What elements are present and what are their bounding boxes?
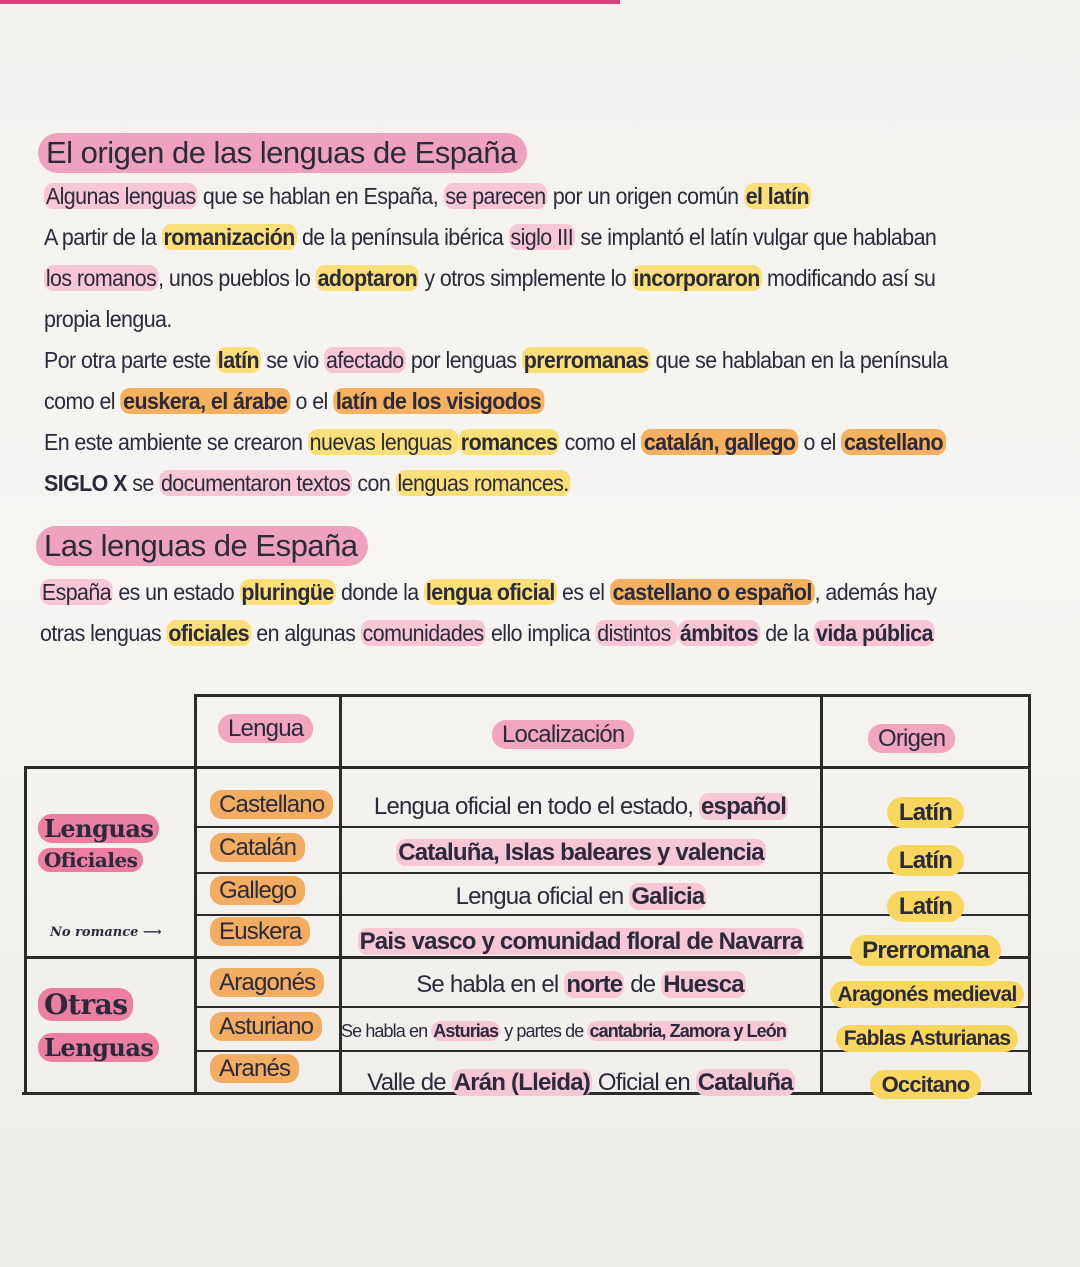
- text-line: [44, 258, 974, 299]
- highlight-pink: Pais vasco y comunidad floral de Navarra: [359, 928, 803, 955]
- text-run: de la: [759, 620, 815, 646]
- highlight-yellow: nuevas lenguas: [309, 429, 458, 455]
- origen-chip: Latín: [887, 891, 964, 922]
- cell-lengua: [210, 968, 324, 998]
- highlight-yellow: adoptaron: [317, 265, 418, 291]
- group-label-oficiales: [38, 814, 159, 875]
- table-border-top: [195, 694, 1030, 697]
- origen-chip: Occitano: [870, 1070, 982, 1099]
- text-run: propia lengua.: [44, 306, 172, 332]
- highlight-yellow: el latín: [745, 183, 809, 209]
- paragraph-lenguas: [40, 572, 970, 654]
- text-run: como el: [44, 388, 121, 414]
- text-run: de la península ibérica: [296, 224, 509, 250]
- text-run: es el: [556, 579, 610, 605]
- cell-lengua: [210, 833, 305, 863]
- text-run: en algunas: [250, 620, 361, 646]
- text-line: [44, 381, 974, 422]
- highlight-yellow: pluringüe: [241, 579, 334, 605]
- highlight-pink: Arán (Lleida): [453, 1069, 590, 1096]
- highlight-orange: latín de los visigodos: [333, 388, 544, 414]
- highlight-pink: Cataluña, Islas baleares y valencia: [398, 839, 764, 866]
- text-run: , además hay: [814, 579, 937, 605]
- highlight-pink: documentaron textos: [160, 470, 351, 496]
- text-run: por un origen común: [547, 183, 744, 209]
- paragraph-origen: [44, 176, 974, 504]
- text-line: [44, 463, 974, 504]
- cell-lengua: [210, 1054, 299, 1084]
- text-run: se vio: [260, 347, 325, 373]
- highlight-pink: Cataluña: [697, 1069, 793, 1096]
- text-run: que se hablaban en la península: [650, 347, 948, 373]
- cell-localizacion: [342, 792, 820, 822]
- highlight-pink: distintos: [597, 620, 677, 646]
- highlight-pink: Huesca: [663, 971, 744, 998]
- text-run: Se habla en el: [416, 971, 565, 998]
- text-run: Se habla en: [341, 1021, 432, 1041]
- highlight-orange: castellano o español: [610, 579, 815, 605]
- cell-lengua: [210, 917, 310, 947]
- highlight-pink: ámbitos: [679, 620, 758, 646]
- lengua-chip: Catalán: [210, 833, 305, 862]
- text-line: [44, 217, 974, 258]
- note-text: No romance: [50, 925, 139, 940]
- cell-localizacion: [341, 1016, 788, 1046]
- text-run: de: [624, 971, 662, 998]
- origen-chip: Latín: [887, 797, 964, 828]
- cell-origen: [823, 798, 1028, 828]
- lengua-chip: Gallego: [210, 876, 305, 905]
- highlight-yellow: lengua oficial: [425, 579, 555, 605]
- group-label-line: Otras: [38, 988, 133, 1021]
- highlight-orange: castellano: [841, 429, 946, 455]
- cell-localizacion: [342, 882, 820, 912]
- no-romance-note: [50, 925, 162, 940]
- lengua-chip: Asturiano: [210, 1012, 322, 1041]
- text-run: con: [351, 470, 396, 496]
- highlight-yellow: romances: [460, 429, 558, 455]
- text-line: [44, 176, 974, 217]
- cell-origen: [823, 936, 1028, 966]
- text-run: se implantó el latín vulgar que hablaban: [575, 224, 937, 250]
- text-run: Por otra parte este: [44, 347, 216, 373]
- text-run: Lengua oficial en: [455, 883, 630, 910]
- cell-origen: [823, 1024, 1031, 1054]
- text-line: [40, 613, 970, 654]
- highlight-pink: siglo III: [510, 224, 574, 250]
- lengua-chip: Aranés: [210, 1054, 299, 1083]
- text-run: donde la: [335, 579, 425, 605]
- text-run: ello implica: [485, 620, 596, 646]
- highlight-pink: español: [700, 793, 787, 820]
- highlight-yellow: prerromanas: [523, 347, 649, 373]
- cell-localizacion: [342, 927, 820, 957]
- cell-localizacion: [342, 1068, 820, 1098]
- group-label-line: Lenguas: [38, 1033, 159, 1062]
- highlight-pink: cantabria, Zamora y León: [589, 1021, 786, 1041]
- text-line: [44, 340, 974, 381]
- header-origen: [868, 724, 955, 754]
- cell-lengua: [210, 1012, 322, 1042]
- highlight-pink: norte: [566, 971, 623, 998]
- text-run: Valle de: [367, 1069, 452, 1096]
- cell-origen: [823, 980, 1031, 1010]
- highlight-pink: comunidades: [362, 620, 484, 646]
- highlight-orange: catalán, gallego: [641, 429, 798, 455]
- highlight-pink: los romanos: [45, 265, 157, 291]
- text-line: [44, 422, 974, 463]
- table-column-divider: [194, 694, 197, 1094]
- highlight-orange: euskera, el árabe: [120, 388, 290, 414]
- text-run: y partes de: [500, 1021, 588, 1041]
- header-origen-label: Origen: [868, 724, 955, 753]
- arrow-right-icon: ⟶: [142, 925, 162, 940]
- text-run: es un estado: [112, 579, 240, 605]
- highlight-pink: se parecen: [445, 183, 546, 209]
- text-line: [44, 299, 974, 340]
- highlight-yellow: latín: [217, 347, 259, 373]
- highlight-pink: Algunas lenguas: [45, 183, 196, 209]
- origen-chip: Aragonés medieval: [830, 981, 1025, 1008]
- text-run: Lengua oficial en todo el estado,: [373, 793, 699, 820]
- header-lengua-label: Lengua: [218, 714, 313, 743]
- highlight-pink: España: [41, 579, 112, 605]
- header-lengua: [218, 714, 313, 744]
- origen-chip: Prerromana: [850, 935, 1001, 966]
- text-run: Oficial en: [591, 1069, 696, 1096]
- highlight-yellow: oficiales: [168, 620, 250, 646]
- text-line: [40, 572, 970, 613]
- lengua-chip: Euskera: [210, 917, 310, 946]
- highlight-pink: vida pública: [816, 620, 933, 646]
- text-run: y otros simplemente lo: [419, 265, 632, 291]
- text-run: otras lenguas: [40, 620, 167, 646]
- cell-lengua: [210, 876, 305, 906]
- cell-origen: [823, 1070, 1028, 1100]
- text-run: En este ambiente se crearon: [44, 429, 308, 455]
- highlight-yellow: romanización: [163, 224, 295, 250]
- section-title-lenguas: Las lenguas de España: [36, 526, 368, 566]
- text-run: o el: [290, 388, 334, 414]
- cell-origen: [823, 892, 1028, 922]
- text-run: que se hablan en España,: [197, 183, 444, 209]
- table-border-left: [24, 766, 27, 1094]
- cell-origen: [823, 846, 1028, 876]
- text-run: o el: [798, 429, 842, 455]
- lengua-chip: Aragonés: [210, 968, 324, 997]
- header-localizacion: [492, 720, 634, 750]
- highlight-yellow: lenguas romances.: [397, 470, 569, 496]
- group-label-otras: [38, 984, 159, 1069]
- text-run: , unos pueblos lo: [158, 265, 316, 291]
- cell-localizacion: [342, 970, 820, 1000]
- origen-chip: Latín: [887, 845, 964, 876]
- highlight-pink: Asturias: [433, 1021, 499, 1041]
- text-run: SIGLO X: [44, 470, 127, 496]
- text-run: como el: [559, 429, 642, 455]
- header-localizacion-label: Localización: [492, 720, 634, 749]
- group-label-line: Lenguas: [38, 814, 159, 843]
- cell-localizacion: [342, 838, 820, 868]
- section-title-origen: El origen de las lenguas de España: [38, 133, 527, 173]
- highlight-pink: Galicia: [631, 883, 705, 910]
- lengua-chip: Castellano: [210, 790, 333, 819]
- text-run: se: [126, 470, 160, 496]
- text-run: por lenguas: [405, 347, 522, 373]
- group-label-line: Oficiales: [38, 848, 143, 872]
- text-run: modificando así su: [761, 265, 936, 291]
- cell-lengua: [210, 790, 333, 820]
- origen-chip: Fablas Asturianas: [836, 1025, 1019, 1052]
- table-header-divider: [24, 766, 1030, 769]
- highlight-yellow: incorporaron: [633, 265, 760, 291]
- highlight-pink: afectado: [326, 347, 404, 373]
- text-run: A partir de la: [44, 224, 162, 250]
